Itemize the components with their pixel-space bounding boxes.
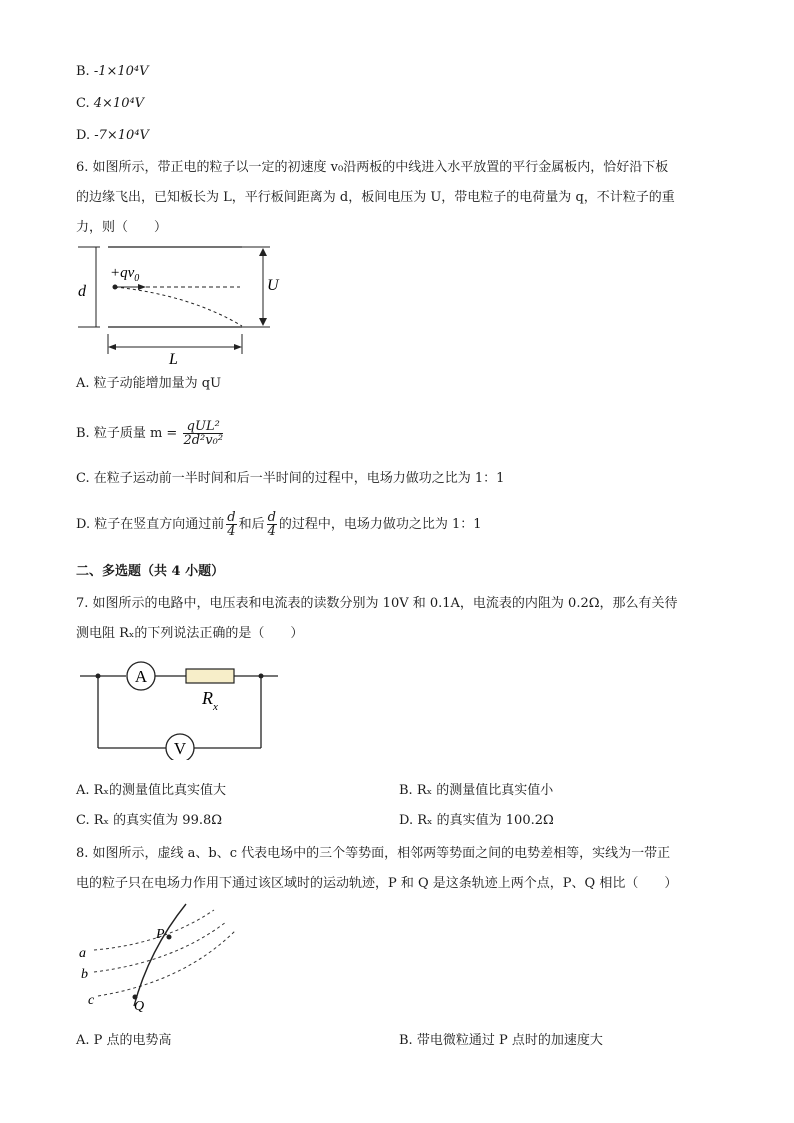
q6-frac-num-1: d	[227, 510, 236, 525]
q8-label-b: b	[81, 967, 88, 982]
q7-figure-circuit	[80, 660, 280, 760]
q6-option-a: A. 粒子动能增加量为 qU	[76, 376, 222, 391]
q6-stem-line1: 6. 如图所示，带正电的粒子以一定的初速度 v₀沿两板的中线进入水平放置的平行金属板内，恰好沿下板	[76, 160, 669, 175]
q8-label-a: a	[79, 946, 86, 961]
q6-stem-line2: 的边缘飞出，已知板长为 L，平行板间距离为 d，板间电压为 U，带电粒子的电荷量为 q，不计粒子的重	[76, 190, 675, 205]
q7-option-d: D. Rₓ 的真实值为 100.2Ω	[399, 813, 554, 828]
q8-label-Q: Q	[134, 999, 145, 1014]
q6-frac-den-1: 4	[227, 524, 236, 539]
q6-label-L: L	[169, 351, 178, 368]
q5-option-d: D. -7×10⁴V	[76, 128, 149, 143]
svg-text:+qv0	[110, 265, 139, 284]
q8-option-a: A. P 点的电势高	[76, 1033, 172, 1048]
q6-option-b-numerator: qUL²	[183, 420, 223, 434]
q7-option-a: A. Rₓ的测量值比真实值大	[76, 783, 226, 798]
q6-frac-num-2: d	[267, 510, 276, 525]
q6-option-b-denominator: 2d²v₀²	[183, 433, 224, 448]
q7-option-b: B. Rₓ 的测量值比真实值小	[399, 783, 554, 798]
q6-frac-den-2: 4	[267, 524, 276, 539]
q7-stem-line2: 测电阻 Rₓ的下列说法正确的是（ ）	[76, 626, 304, 641]
q8-option-b: B. 带电微粒通过 P 点时的加速度大	[399, 1033, 603, 1048]
q5-option-c: C. 4×10⁴V	[76, 96, 145, 111]
q5-option-b: B. -1×10⁴V	[76, 64, 149, 79]
q6-label-q: +qv	[110, 265, 135, 281]
q6-label-d: d	[78, 283, 86, 300]
q6-option-c: C. 在粒子运动前一半时间和后一半时间的过程中，电场力做功之比为 1：1	[76, 471, 505, 486]
q8-label-c: c	[88, 993, 95, 1008]
q6-option-b: B. 粒子质量 m = $\frac{\text{qUL²}}{\text{2d²v₀²}}$	[76, 419, 224, 448]
q8-figure-equipotential	[74, 902, 244, 1014]
q6-stem-line3: 力，则（ ）	[76, 220, 168, 235]
q6-figure-parallel-plates	[70, 240, 290, 368]
q7-stem-line1: 7. 如图所示的电路中，电压表和电流表的读数分别为 10V 和 0.1A，电流表的内阻为 0.2Ω，那么有关待	[76, 596, 678, 611]
q8-stem-line1: 8. 如图所示，虚线 a、b、c 代表电场中的三个等势面，相邻两等势面之间的电势差相等，实线为一带正	[76, 846, 671, 861]
q7-option-c: C. Rₓ 的真实值为 99.8Ω	[76, 813, 223, 828]
svg-text:Rx	[201, 688, 218, 713]
q6-label-v0-sub: 0	[134, 273, 140, 284]
q8-label-P: P	[156, 927, 165, 942]
q6-label-U: U	[267, 277, 279, 294]
q7-ammeter-label: A	[134, 667, 148, 686]
q8-stem-line2: 电的粒子只在电场力作用下通过该区域时的运动轨迹，P 和 Q 是这条轨迹上两个点，P、Q 相比（ ）	[76, 876, 678, 891]
section-heading: 二、多选题（共 4 小题）	[76, 564, 225, 579]
q6-option-d: D. 粒子在竖直方向通过前 $\frac{d}{4}$ 和后 $\frac{d}{4}$ 的过程中，电场力做功之比为 1：1	[76, 510, 482, 539]
q7-resistor-label: R	[202, 688, 213, 708]
q7-voltmeter-label: V	[173, 739, 187, 758]
q7-resistor-sub: x	[213, 701, 218, 713]
